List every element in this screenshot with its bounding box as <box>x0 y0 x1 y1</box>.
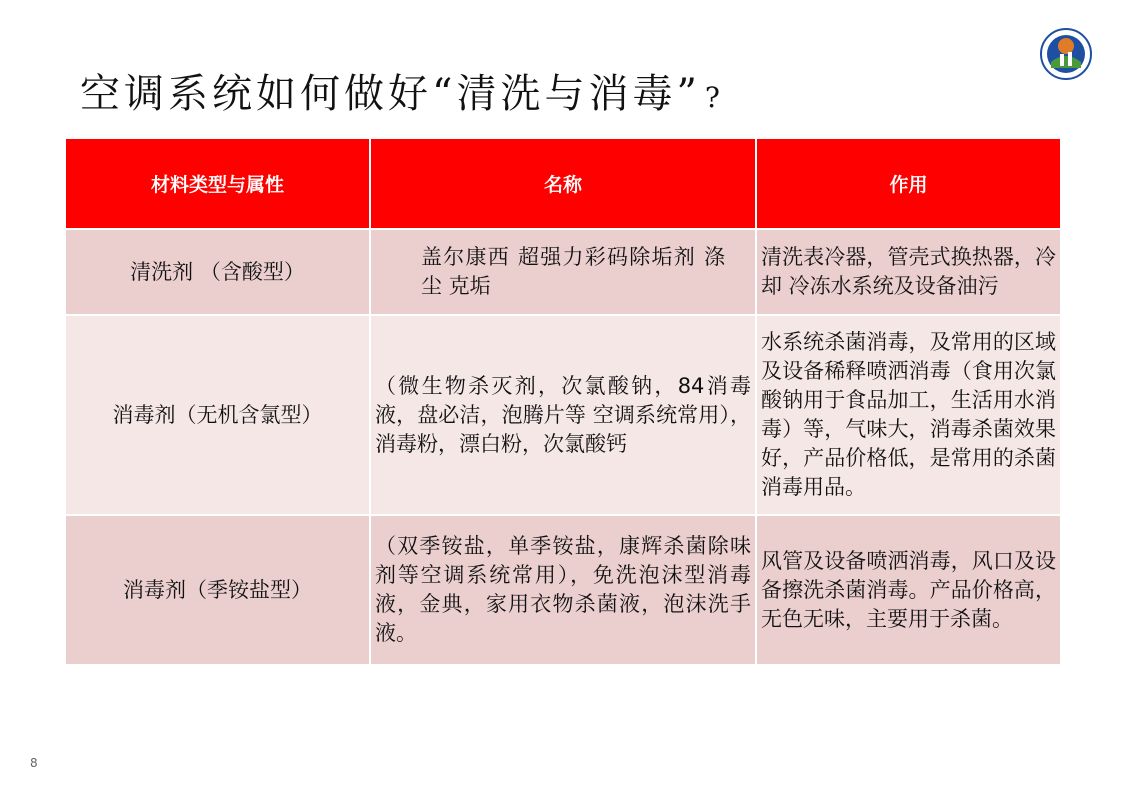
cell-effect: 风管及设备喷洒消毒，风口及设备擦洗杀菌消毒。产品价格高，无色无味，主要用于杀菌。 <box>756 515 1060 664</box>
cell-effect: 水系统杀菌消毒，及常用的区域及设备稀释喷洒消毒（食用次氯酸钠用于食品加工，生活用水消毒）等，气味大，消毒杀菌效果好，产品价格低，是常用的杀菌消毒用品。 <box>756 315 1060 515</box>
header-effect: 作用 <box>756 139 1060 229</box>
table-row <box>66 315 1060 515</box>
organization-seal-logo <box>1040 28 1092 80</box>
cell-type: 清洗剂 （含酸型） <box>66 229 370 315</box>
table-row <box>66 229 1060 315</box>
cell-name: （微生物杀灭剂，次氯酸钠，84消毒液，盘必洁，泡腾片等 空调系统常用），消毒粉，漂白粉，次氯酸钙 <box>370 315 756 515</box>
cell-effect: 清洗表冷器，管壳式换热器，冷却 冷冻水系统及设备油污 <box>756 229 1060 315</box>
table-header-row <box>66 139 1060 229</box>
slide-title <box>80 62 724 119</box>
cell-type: 消毒剂（无机含氯型） <box>66 315 370 515</box>
header-name: 名称 <box>370 139 756 229</box>
title-text: 空调系统如何做好“清洗与消毒” <box>80 71 701 117</box>
materials-table <box>66 139 1060 664</box>
title-suffix: ? <box>704 81 724 114</box>
cell-type: 消毒剂（季铵盐型） <box>66 515 370 664</box>
table-row <box>66 515 1060 664</box>
page-number: 8 <box>30 756 38 770</box>
header-type: 材料类型与属性 <box>66 139 370 229</box>
cell-name: （双季铵盐，单季铵盐，康辉杀菌除味剂等空调系统常用），免洗泡沫型消毒液，金典，家用衣物杀菌液，泡沫洗手液。 <box>370 515 756 664</box>
cell-name: 盖尔康西 超强力彩码除垢剂 涤尘 克垢 <box>370 229 756 315</box>
